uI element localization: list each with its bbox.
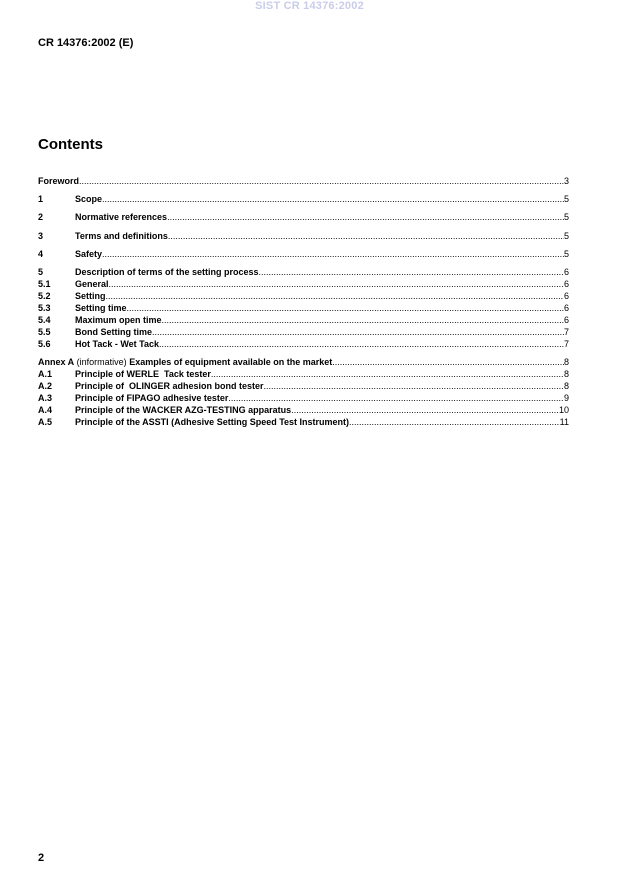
- dot-leader: [159, 339, 564, 350]
- dot-leader: [332, 357, 564, 368]
- dot-leader: [79, 176, 564, 187]
- toc-entry-page: 9: [563, 393, 569, 403]
- toc-entry-page: 11: [559, 417, 569, 427]
- toc-entry-maximum-open-time[interactable]: [38, 315, 569, 326]
- document-id: CR 14376:2002 (E): [38, 37, 134, 49]
- toc-entry-number: 5.3: [38, 303, 51, 313]
- dot-leader: [259, 267, 564, 278]
- toc-entry-title: Setting time: [75, 303, 127, 313]
- toc-entry-title: Terms and definitions: [75, 231, 168, 241]
- dot-leader: [127, 303, 564, 314]
- dot-leader: [291, 405, 559, 416]
- toc-entry-number: A.3: [38, 393, 53, 403]
- toc-entry-title: Safety: [75, 249, 103, 259]
- toc-entry-title: Setting: [75, 291, 106, 301]
- toc-entry-title: Foreword: [38, 176, 80, 186]
- toc-entry-number: A.5: [38, 417, 53, 427]
- toc-entry-scope[interactable]: [38, 194, 569, 205]
- toc-entry-number: 5.1: [38, 279, 51, 289]
- toc-entry-page: 8: [563, 357, 569, 367]
- dot-leader: [211, 369, 564, 380]
- toc-entry-setting-time[interactable]: [38, 303, 569, 314]
- toc-entry-title: Normative references: [75, 212, 168, 222]
- toc-entry-terms-and-definitions[interactable]: [38, 231, 569, 242]
- dot-leader: [102, 249, 564, 260]
- toc-entry-page: 5: [563, 194, 569, 204]
- toc-entry-number: 5.4: [38, 315, 51, 325]
- toc-entry-description-of-terms[interactable]: [38, 267, 569, 278]
- toc-entry-a1[interactable]: [38, 369, 569, 380]
- toc-entry-page: 8: [563, 369, 569, 379]
- toc-entry-annex-a[interactable]: [38, 357, 569, 368]
- toc-entry-title: Scope: [75, 194, 103, 204]
- toc-entry-page: 6: [563, 267, 569, 277]
- watermark: SIST CR 14376:2002: [255, 0, 364, 12]
- toc-entry-page: 7: [563, 327, 569, 337]
- toc-entry-number: 5: [38, 267, 44, 277]
- toc-entry-page: 6: [563, 291, 569, 301]
- page-number: 2: [38, 852, 45, 864]
- dot-leader: [349, 417, 560, 428]
- toc-entry-title: General: [75, 279, 109, 289]
- toc-entry-a3[interactable]: [38, 393, 569, 404]
- dot-leader: [109, 279, 564, 290]
- toc-entry-normative-references[interactable]: [38, 212, 569, 223]
- dot-leader: [162, 315, 564, 326]
- toc-entry-number: A.4: [38, 405, 53, 415]
- toc-entry-title: Bond Setting time: [75, 327, 152, 337]
- annex-qualifier: (informative): [74, 357, 130, 367]
- dot-leader: [102, 194, 564, 205]
- toc-entry-safety[interactable]: [38, 249, 569, 260]
- annex-label: Annex A: [38, 357, 75, 367]
- toc-entry-number: 2: [38, 212, 44, 222]
- toc-entry-title: Maximum open time: [75, 315, 162, 325]
- toc-entry-page: 5: [563, 249, 569, 259]
- toc-entry-title: Principle of FIPAGO adhesive tester: [75, 393, 229, 403]
- toc-entry-a5[interactable]: [38, 417, 569, 428]
- dot-leader: [168, 231, 564, 242]
- toc-entry-title: Principle of OLINGER adhesion bond tester: [75, 381, 264, 391]
- toc-entry-number: 5.5: [38, 327, 51, 337]
- toc-entry-number: 1: [38, 194, 44, 204]
- toc-entry-page: 6: [563, 279, 569, 289]
- annex-title: Examples of equipment available on the market: [129, 357, 333, 367]
- toc-entry-title: Principle of WERLE Tack tester: [75, 369, 211, 379]
- toc-entry-setting[interactable]: [38, 291, 569, 302]
- toc-entry-number: 5.2: [38, 291, 51, 301]
- toc-entry-page: 6: [563, 315, 569, 325]
- toc-entry-page: 8: [563, 381, 569, 391]
- toc-entry-hot-tack-wet-tack[interactable]: [38, 339, 569, 350]
- dot-leader: [228, 393, 564, 404]
- toc-entry-a2[interactable]: [38, 381, 569, 392]
- toc-entry-bond-setting-time[interactable]: [38, 327, 569, 338]
- toc-entry-number: A.1: [38, 369, 53, 379]
- toc-entry-title: Hot Tack - Wet Tack: [75, 339, 160, 349]
- dot-leader: [167, 212, 564, 223]
- toc-entry-page: 10: [558, 405, 569, 415]
- toc-entry-page: 6: [563, 303, 569, 313]
- toc-entry-title: Description of terms of the setting process: [75, 267, 259, 277]
- toc-entry-title: Principle of the ASSTI (Adhesive Setting Speed Test Instrument): [75, 417, 350, 427]
- toc-entry-foreword[interactable]: [38, 176, 569, 187]
- toc-entry-a4[interactable]: [38, 405, 569, 416]
- toc-entry-number: 4: [38, 249, 44, 259]
- toc-entry-page: 3: [563, 176, 569, 186]
- dot-leader: [152, 327, 564, 338]
- toc-entry-title: Principle of the WACKER AZG-TESTING apparatus: [75, 405, 292, 415]
- toc-entry-page: 5: [563, 231, 569, 241]
- toc-entry-number: 3: [38, 231, 44, 241]
- dot-leader: [106, 291, 564, 302]
- toc-entry-number: 5.6: [38, 339, 51, 349]
- toc-entry-title: [38, 357, 332, 368]
- toc-entry-general[interactable]: [38, 279, 569, 290]
- dot-leader: [264, 381, 564, 392]
- contents-heading: Contents: [38, 136, 103, 153]
- toc-entry-number: A.2: [38, 381, 53, 391]
- toc-entry-page: 5: [563, 212, 569, 222]
- toc-entry-page: 7: [563, 339, 569, 349]
